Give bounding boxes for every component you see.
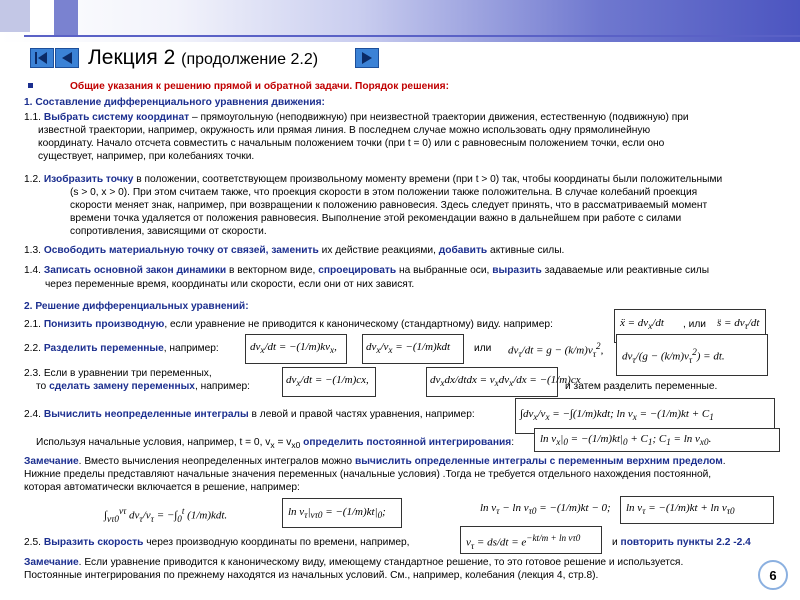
para-1-2-line: 1.2. Изобразить точку в положении, соответствующем произвольному моменту времени (при t > 0) так, чтобы координаты были положительными (24, 174, 723, 185)
para-2-5: 2.5. Выразить скорость через производную координаты по времени, например, (24, 537, 410, 548)
nav-back-button[interactable] (30, 48, 54, 68)
para-2-4: 2.4. Вычислить неопределенные интегралы в левой и правой частях уравнения, например: (24, 409, 475, 420)
section-1-title: 1. Составление дифференциального уравнения движения: (24, 97, 325, 108)
page-number-badge: 6 (758, 560, 788, 590)
para-1-1-line: 1.1. Выбрать систему координат – прямоугольную (неподвижную) при неизвестной траектории движения, естественную (подвижную) при (24, 112, 689, 123)
para-1-2-line: скорости меняет знак, например, при возвращении к положению равновесия. Здесь следует принять, что в рассматриваемый момент (70, 200, 708, 211)
para-1-2-line: (s > 0, x > 0). При этом считаем также, что проекция скорости в этом положении также положительна. В случае колебаний проекция (70, 187, 698, 198)
para-1-2-line: времени точка удаляется от положения равновесия. Выполнение этой рекомендации важно в дальнейшем при работе с силами (70, 213, 682, 224)
formula: $v_\tau = ds/dt = e^{-kt/m + ln v\tau 0}$ (466, 533, 581, 551)
note-2-line: Замечание. Если уравнение приводится к каноническому виду, имеющему стандартное решение, то это готовое решение и используется. (24, 557, 684, 568)
bullet (28, 83, 33, 88)
formula: $dv_x/v_x = -(1/m)kdt$ (366, 341, 451, 356)
nav-back-icon (31, 49, 53, 67)
formula: $dv_\tau/(g - (k/m)v_\tau^2)$ = dt. (622, 347, 725, 365)
formula: $dv_x/dt = -(1/m)cx$, (286, 374, 369, 389)
formula: ẍ = $dv_x/dt$ (620, 317, 664, 332)
para-1-1-line: существует, например, при колебаниях точки. (38, 151, 255, 162)
note-1-line: которая автоматически включается в решение, например: (24, 482, 300, 493)
formula: $\ln v_\tau|_{v\tau 0} = -(1/m)kt|_0$; (288, 506, 386, 521)
or-label: или (474, 343, 492, 354)
para-1-3: 1.3. Освободить материальную точку от связей, заменить их действие реакциями, добавить активные силы. (24, 245, 565, 256)
nav-next-button[interactable] (355, 48, 379, 68)
para-1-1-line: координату. Начало отсчета совместить с начальным положением точки (при t = 0) или с равновесным положением точки, если оно (38, 138, 665, 149)
para-2-3-then: и затем разделить переменные. (565, 381, 718, 392)
nav-prev-button[interactable] (55, 48, 79, 68)
note-1-line: Замечание. Вместо вычисления неопределенных интегралов можно вычислить определенные интегралы с переменным верхним пределом. (24, 456, 726, 467)
formula: $\ln v_\tau = -(1/m)kt + \ln v_{\tau 0}$ (626, 502, 735, 517)
or-label: , или (683, 319, 706, 330)
note-2-line: Постоянные интегрирования по прежнему находятся из начальных условий. См., например, колебания (лекция 4, стр.8). (24, 570, 599, 581)
para-2-3-line: то сделать замену переменных, например: (36, 381, 250, 392)
page-title: Лекция 2 (продолжение 2.2) (88, 46, 319, 69)
para-2-4b: Используя начальные условия, например, t = 0, $v_x = v_{x0}$ определить постоянной интегрирования: (36, 437, 515, 451)
corner-tile (0, 0, 30, 32)
corner-tile (54, 0, 78, 36)
para-2-1: 2.1. Понизить производную, если уравнение не приводится к каноническому (стандартному) виду. например: (24, 319, 553, 330)
corner-tile (30, 0, 54, 32)
nav-next-icon (356, 49, 378, 67)
para-2-2: 2.2. Разделить переменные, например: (24, 343, 219, 354)
nav-prev-icon (56, 49, 78, 67)
formula: $dv_x/dt = -(1/m)kv_x$, (250, 341, 337, 356)
formula: $\int_{v\tau 0}^{v\tau}$ $dv_\tau/v_\tau = -\int_0^t$ (1/m)kdt. (104, 506, 228, 524)
note-1-line: Нижние пределы представляют начальные значения переменных (начальные условия) .Тогда не требуется отдельного нахождения постоянной, (24, 469, 712, 480)
para-1-2-line: сопротивления, зависящими от скорости. (70, 226, 267, 237)
section-heading: Общие указания к решению прямой и обратной задачи. Порядок решения: (70, 81, 450, 92)
section-2-title: 2. Решение дифференциальных уравнений: (24, 301, 249, 312)
para-2-5-repeat: и повторить пункты 2.2 -2.4 (612, 537, 751, 548)
formula: s̈ = $dv_\tau/dt$ (717, 317, 760, 332)
header-rule (24, 35, 800, 37)
para-2-3-line: 2.3. Если в уравнении три переменных, (24, 368, 212, 379)
formula: $\int dv_x/v_x = -\int(1/m)kdt$; $\ln v_x = -(1/m)kt + C_1$ (520, 408, 714, 423)
formula: $dv_xdx$/dtdx = $v_xdv_x/dx = -(1/m)cx$ (430, 374, 581, 389)
para-1-4-line: через переменные время, координаты или скорости, если они от них зависят. (45, 279, 415, 290)
para-1-1-line: известной траектории, например, окружность или прямая линия. В последнем случае можно использовать одну прямолинейную (38, 125, 651, 136)
formula: $\ln v_\tau - \ln v_{\tau 0} = -(1/m)kt - 0$; (480, 502, 611, 517)
formula: $\ln v_x|_0 = -(1/m)kt|_0 + C_1$; $C_1 = \ln v_{x0}$. (540, 433, 712, 448)
para-1-4: 1.4. Записать основной закон динамики в векторном виде, спроецировать на выбранные оси, выразить задаваемые или реактивные силы (24, 265, 710, 276)
formula: $dv_\tau/dt = g - (k/m)v_\tau^2$, (508, 341, 604, 359)
